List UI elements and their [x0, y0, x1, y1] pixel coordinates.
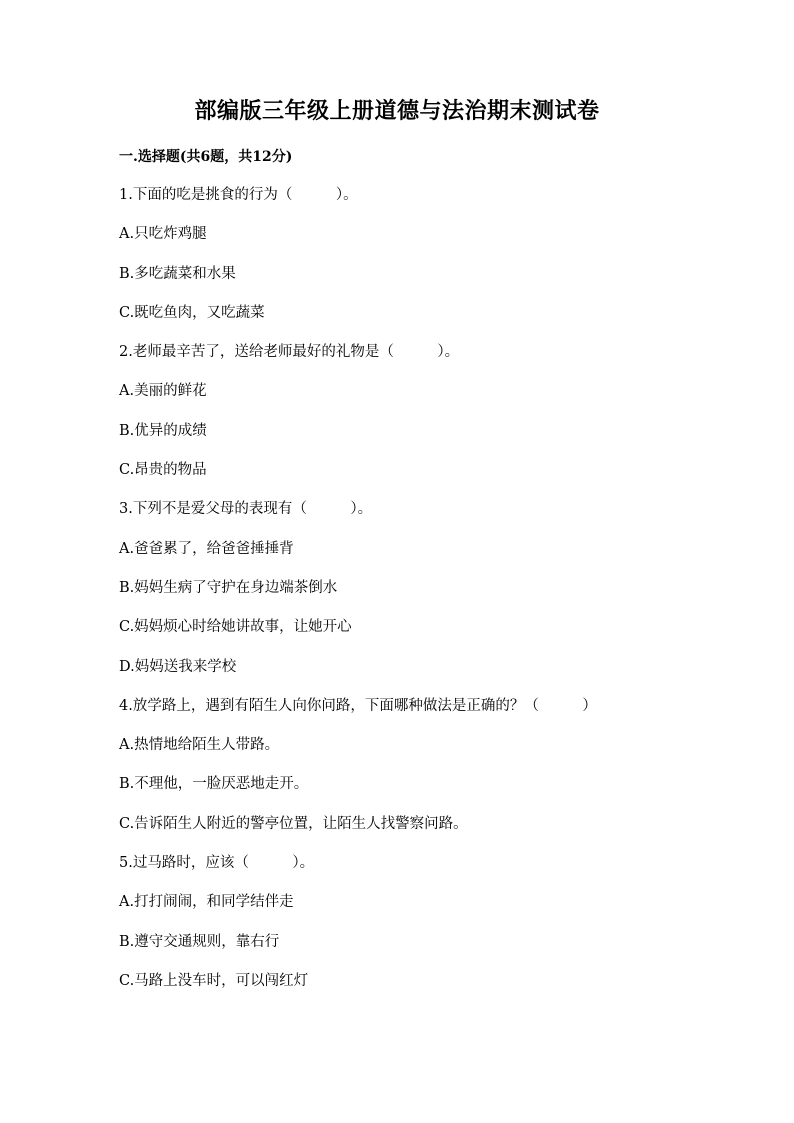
question-4-option-c: C.告诉陌生人附近的警亭位置，让陌生人找警察问路。	[119, 815, 468, 832]
page-title: 部编版三年级上册道德与法治期末测试卷	[194, 98, 600, 124]
question-3-option-c: C.妈妈烦心时给她讲故事，让她开心	[119, 619, 352, 636]
question-2-option-b: B.优异的成绩	[119, 422, 207, 439]
question-1-option-b: B.多吃蔬菜和水果	[119, 265, 236, 282]
question-2-option-c: C.昂贵的物品	[119, 462, 207, 479]
question-5-option-c: C.马路上没车时，可以闯红灯	[119, 972, 309, 989]
question-4-option-a: A.热情地给陌生人带路。	[119, 737, 280, 754]
question-1-option-c: C.既吃鱼肉，又吃蔬菜	[119, 304, 265, 321]
question-3-option-b: B.妈妈生病了守护在身边端茶倒水	[119, 579, 338, 596]
question-list	[119, 184, 719, 1009]
question-5-option-a: A.打打闹闹，和同学结伴走	[119, 894, 294, 911]
question-2-option-a: A.美丽的鲜花	[119, 383, 207, 400]
section-heading: 一.选择题(共6题，共12分)	[119, 149, 293, 165]
question-4: 4.放学路上，遇到有陌生人向你问路，下面哪种做法是正确的？（ ）	[119, 697, 597, 714]
question-1: 1.下面的吃是挑食的行为（ ）。	[119, 187, 358, 203]
question-2: 2.老师最辛苦了，送给老师最好的礼物是（ ）。	[119, 344, 460, 361]
question-3: 3.下列不是爱父母的表现有（ ）。	[119, 501, 373, 518]
question-4-option-b: B.不理他，一脸厌恶地走开。	[119, 776, 309, 793]
question-5: 5.过马路时，应该（ ）。	[119, 855, 315, 872]
question-3-option-a: A.爸爸累了，给爸爸捶捶背	[119, 540, 294, 557]
question-3-option-d: D.妈妈送我来学校	[119, 658, 237, 675]
question-5-option-b: B.遵守交通规则，靠右行	[119, 933, 280, 950]
question-1-option-a: A.只吃炸鸡腿	[119, 226, 207, 243]
